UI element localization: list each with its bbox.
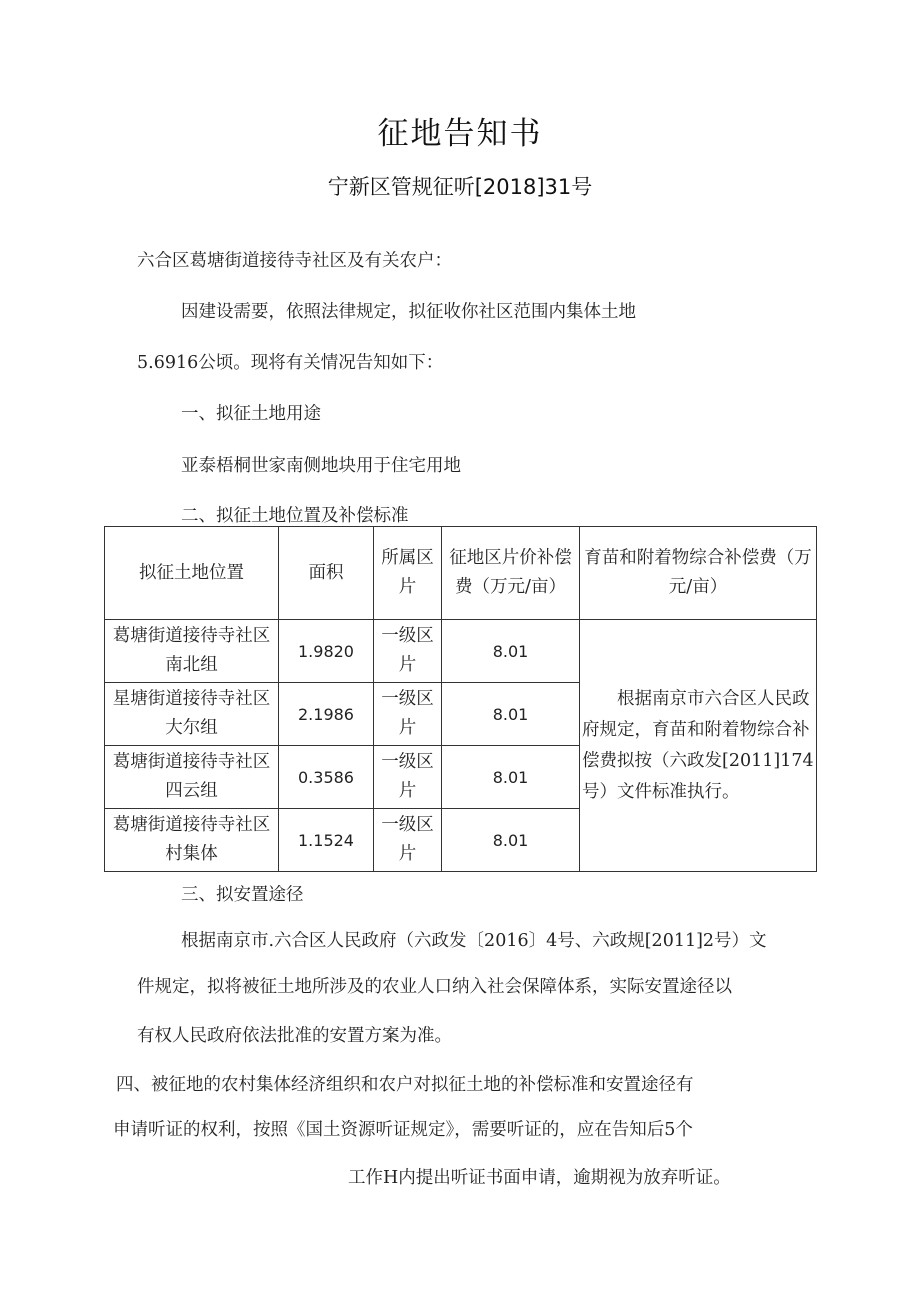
section-1-text: 亚泰梧桐世家南侧地块用于住宅用地 [181, 456, 461, 476]
header-seedling: 育苗和附着物综合补偿费（万元/亩） [580, 527, 817, 620]
header-area: 面积 [279, 527, 374, 620]
section-2-heading: 二、拟征土地位置及补偿标准 [181, 506, 409, 526]
cell-location: 葛塘街道接待寺社区村集体 [105, 809, 279, 872]
cell-location: 葛塘街道接待寺社区四云组 [105, 746, 279, 809]
cell-price: 8.01 [442, 746, 580, 809]
addressee: 六合区葛塘街道接待寺社区及有关农户： [137, 251, 452, 271]
intro-line-1: 因建设需要，依照法律规定，拟征收你社区范围内集体土地 [181, 302, 636, 322]
seedling-note: 根据南京市六合区人民政府规定，育苗和附着物综合补偿费拟按（六政发[2011]174号）文件标准执行。 [582, 688, 814, 802]
cell-area: 1.9820 [279, 620, 374, 683]
cell-price: 8.01 [442, 809, 580, 872]
header-zone: 所属区片 [374, 527, 442, 620]
seedling-note-cell [580, 620, 817, 872]
compensation-table [104, 526, 817, 872]
cell-price: 8.01 [442, 683, 580, 746]
section-4-line-3: 工作H内提出听证书面申请，逾期视为放弃听证。 [348, 1168, 731, 1188]
cell-location: 星塘街道接待寺社区大尔组 [105, 683, 279, 746]
section-3-line-3: 有权人民政府依法批准的安置方案为准。 [137, 1026, 452, 1046]
table-header-row [105, 527, 817, 620]
cell-zone: 一级区片 [374, 746, 442, 809]
document-title: 征地告知书 [377, 116, 543, 152]
section-3-line-1: 根据南京市.六合区人民政府（六政发〔2016〕4号、六政规[2011]2号）文 [181, 931, 767, 951]
section-1-heading: 一、拟征土地用途 [181, 404, 321, 424]
intro-line-2: 5.6916公顷。现将有关情况告知如下： [137, 353, 444, 373]
section-4-line-1: 四、被征地的农村集体经济组织和农户对拟征土地的补偿标准和安置途径有 [116, 1075, 694, 1095]
cell-area: 1.1524 [279, 809, 374, 872]
cell-area: 0.3586 [279, 746, 374, 809]
section-4-line-2: 申请听证的权利，按照《国土资源听证规定》，需要听证的，应在告知后5个 [113, 1120, 693, 1140]
section-3-heading: 三、拟安置途径 [181, 885, 304, 905]
cell-zone: 一级区片 [374, 683, 442, 746]
header-price: 征地区片价补偿费（万元/亩） [442, 527, 580, 620]
section-3-line-2: 件规定，拟将被征土地所涉及的农业人口纳入社会保障体系，实际安置途径以 [137, 977, 732, 997]
table-row [105, 620, 817, 683]
cell-location: 葛塘街道接待寺社区南北组 [105, 620, 279, 683]
document-number: 宁新区管规征听[2018]31号 [327, 175, 593, 199]
cell-price: 8.01 [442, 620, 580, 683]
cell-zone: 一级区片 [374, 620, 442, 683]
cell-area: 2.1986 [279, 683, 374, 746]
header-location: 拟征土地位置 [105, 527, 279, 620]
cell-zone: 一级区片 [374, 809, 442, 872]
